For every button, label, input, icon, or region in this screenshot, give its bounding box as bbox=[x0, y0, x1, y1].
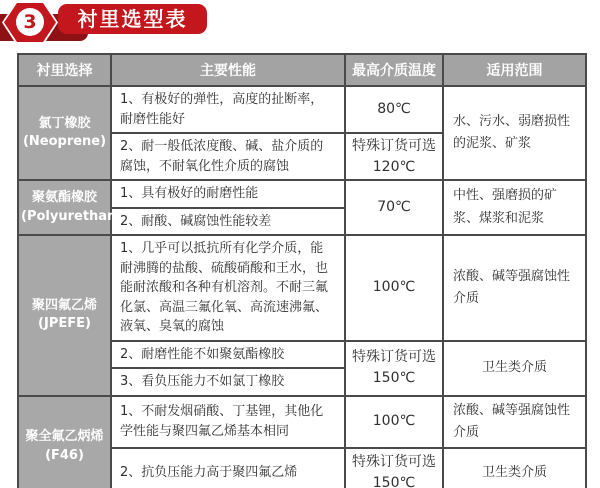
group-name: 聚四氟乙烯 bbox=[31, 298, 97, 314]
table-row bbox=[18, 396, 586, 448]
temperature-cell bbox=[345, 133, 443, 180]
performance-cell: 1、几乎可以抵抗所有化学介质，能耐沸腾的盐酸、硫酸硝酸和王水，也能耐浓酸和各种有机溶剂。不耐三氟化氯、高温三氟化氧、高流速沸氟、液氧、臭氧的腐蚀 bbox=[111, 235, 345, 341]
temp-note: 特殊订货可选 bbox=[352, 453, 436, 470]
temp-note: 特殊订货可选 bbox=[352, 349, 436, 365]
group-name-cell bbox=[18, 396, 111, 488]
temperature-cell: 100℃ bbox=[345, 396, 443, 448]
group-name: 聚全氟乙炳烯 bbox=[25, 429, 104, 445]
column-header-performance: 主要性能 bbox=[111, 54, 345, 86]
temp-value: 120℃ bbox=[372, 158, 416, 175]
temperature-cell: 80℃ bbox=[345, 86, 443, 133]
temperature-cell bbox=[345, 448, 443, 488]
temperature-cell: 70℃ bbox=[345, 180, 443, 235]
group-name-en: (Polyurethane) bbox=[21, 208, 132, 224]
temp-value: 150℃ bbox=[372, 474, 416, 488]
performance-cell: 2、耐酸、碱腐蚀性能较差 bbox=[111, 208, 345, 236]
range-cell: 浓酸、碱等强腐蚀性介质 bbox=[443, 235, 586, 341]
page-title: 衬里选型表 bbox=[58, 4, 207, 34]
temp-value: 150℃ bbox=[372, 370, 416, 386]
range-cell: 卫生类介质 bbox=[443, 448, 586, 488]
temp-note: 特殊订货可选 bbox=[352, 137, 436, 154]
group-name-cell bbox=[18, 86, 111, 180]
temperature-cell bbox=[345, 341, 443, 396]
range-cell: 中性、强磨损的矿浆、煤浆和泥浆 bbox=[443, 180, 586, 235]
column-header-range: 适用范围 bbox=[443, 54, 586, 86]
table-row bbox=[18, 180, 586, 208]
performance-cell: 1、不耐发烟硝酸、丁基锂，其他化学性能与聚四氟乙烯基本相同 bbox=[111, 396, 345, 448]
group-name-en: (JPEFE) bbox=[38, 316, 91, 332]
group-name: 氯丁橡胶 bbox=[38, 115, 91, 131]
step-badge-number: 3 bbox=[16, 8, 44, 36]
group-name-en: (Neoprene) bbox=[22, 134, 107, 149]
performance-cell: 2、耐一般低浓度酸、碱、盐介质的腐蚀，不耐氧化性介质的腐蚀 bbox=[111, 133, 345, 180]
performance-cell: 1、有极好的弹性，高度的扯断率，耐磨性能好 bbox=[111, 86, 345, 133]
page-header bbox=[0, 0, 600, 50]
table-row bbox=[18, 235, 586, 341]
column-header-max-temp: 最高介质温度 bbox=[345, 54, 443, 86]
performance-cell: 1、具有极好的耐磨性能 bbox=[111, 180, 345, 208]
performance-cell: 2、耐磨性能不如聚氨酯橡胶 bbox=[111, 341, 345, 369]
range-cell: 浓酸、碱等强腐蚀性介质 bbox=[443, 396, 586, 448]
table-header-row bbox=[18, 54, 586, 86]
group-name: 聚氨酯橡胶 bbox=[31, 190, 97, 206]
temperature-cell: 100℃ bbox=[345, 235, 443, 341]
table-row bbox=[18, 86, 586, 133]
range-cell: 卫生类介质 bbox=[443, 341, 586, 396]
performance-cell: 2、抗负压能力高于聚四氟乙烯 bbox=[111, 448, 345, 488]
range-cell: 水、污水、弱磨损性的泥浆、矿浆 bbox=[443, 86, 586, 180]
group-name-en: (F46) bbox=[45, 447, 84, 463]
group-name-cell bbox=[18, 180, 132, 235]
performance-cell: 3、看负压能力不如氯丁橡胶 bbox=[111, 368, 345, 396]
column-header-lining: 衬里选择 bbox=[18, 54, 111, 86]
lining-selection-table bbox=[17, 53, 587, 488]
group-name-cell bbox=[18, 235, 111, 396]
step-badge bbox=[2, 1, 58, 44]
